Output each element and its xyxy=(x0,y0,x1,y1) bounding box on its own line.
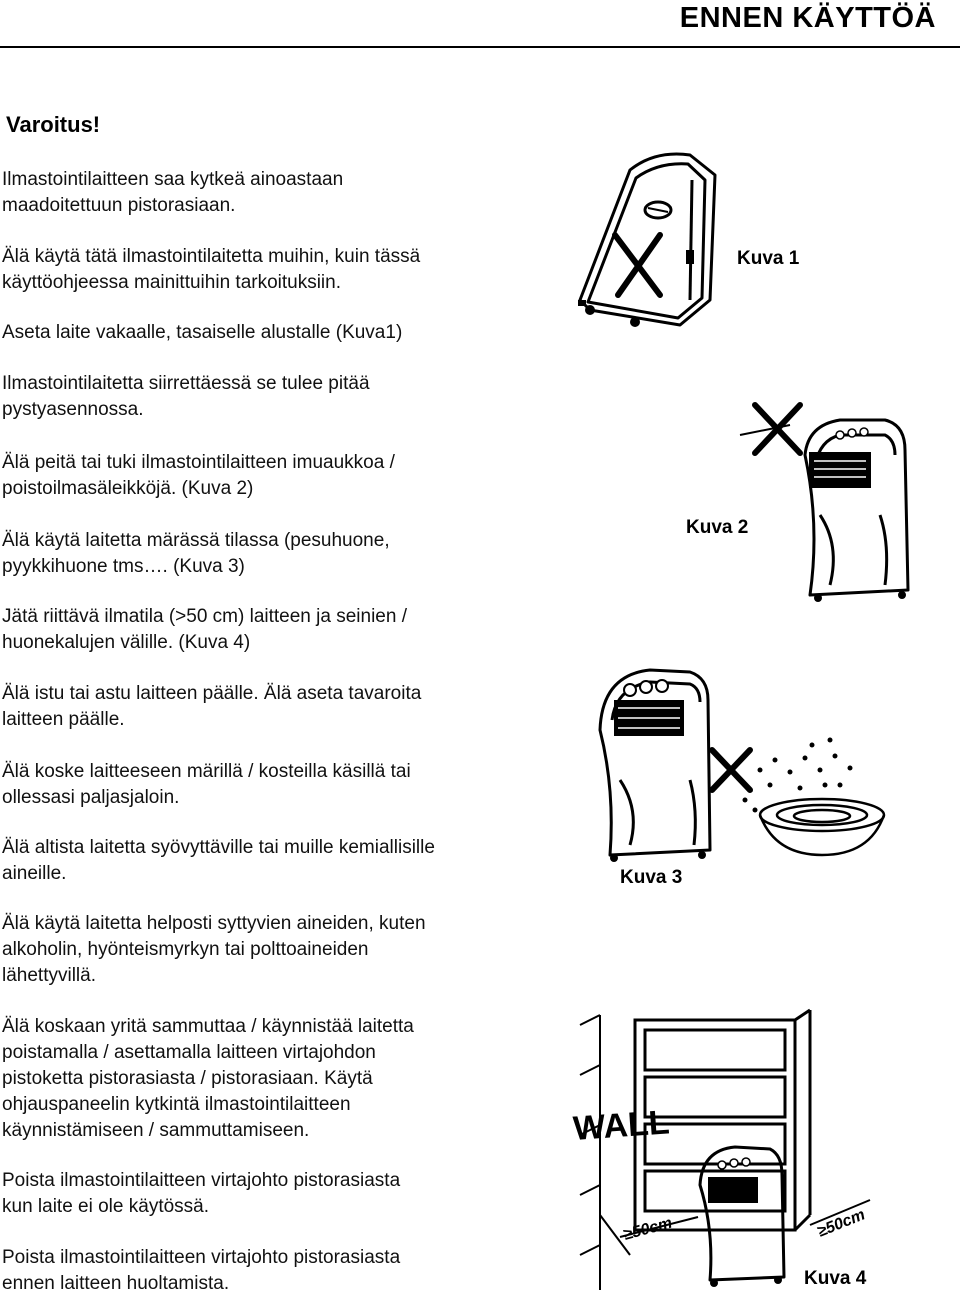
distance-left-label: ≥50cm xyxy=(621,1214,675,1244)
page-header-title: ENNEN KÄYTTÖÄ xyxy=(679,2,936,34)
paragraph-intended-use: Älä käytä tätä ilmastointilaitetta muihin, kuin tässä käyttöohjeessa mainittuihin tarkoituksiin. xyxy=(2,246,421,293)
paragraph-unplug-maintenance: Poista ilmastointilaitteen virtajohto pistorasiasta ennen laitteen huoltamista. xyxy=(2,1247,401,1294)
figure-label-kuva-4: Kuva 4 xyxy=(804,1268,867,1289)
clearance-illustration xyxy=(570,1015,890,1290)
figure-label-kuva-1: Kuva 1 xyxy=(737,248,800,269)
warning-title: Varoitus! xyxy=(6,112,101,137)
figure-label-kuva-2: Kuva 2 xyxy=(686,517,749,538)
figure-kuva-1 xyxy=(560,150,860,340)
paragraph-power-switch: Älä koskaan yritä sammuttaa / käynnistää laitetta poistamalla / asettamalla laitteen virtajohdon pistoketta pistorasiasta / pistorasiaan. Käytä ohjauspaneelin kytkintä ilmastointilaitteen käynnistämiseen / sammuttamiseen. xyxy=(2,1016,414,1141)
wall-text: WALL xyxy=(571,1103,671,1148)
air-conditioner-near-water-illustration xyxy=(590,660,890,860)
paragraph-unplug-unused: Poista ilmastointilaitteen virtajohto pistorasiasta kun laite ei ole käytössä. xyxy=(2,1170,401,1217)
paragraph-do-not-cover: Älä peitä tai tuki ilmastointilaitteen imuaukkoa / poistoilmasäleikköjä. (Kuva 2) xyxy=(2,452,395,499)
tilted-air-conditioner-illustration xyxy=(560,150,720,340)
distance-right-label: ≥50cm xyxy=(815,1206,868,1241)
figure-label-kuva-3: Kuva 3 xyxy=(620,867,683,888)
air-conditioner-blocked-illustration xyxy=(680,395,930,610)
paragraph-wet-hands: Älä koske laitteeseen märillä / kosteilla käsillä tai ollessasi paljasjaloin. xyxy=(2,761,411,808)
paragraph-stable-surface: Aseta laite vakaalle, tasaiselle alustalle (Kuva1) xyxy=(2,322,403,343)
figure-kuva-3 xyxy=(590,660,890,890)
figure-kuva-4 xyxy=(570,1015,890,1290)
paragraph-upright-transport: Ilmastointilaitetta siirrettäessä se tulee pitää pystyasennossa. xyxy=(2,373,370,420)
paragraph-flammables: Älä käytä laitetta helposti syttyvien aineiden, kuten alkoholin, hyönteismyrkyn tai polttoaineiden lähettyvillä. xyxy=(2,913,426,986)
figure-kuva-2 xyxy=(680,395,930,610)
paragraph-clearance: Jätä riittävä ilmatila (>50 cm) laitteen ja seinien / huonekalujen välille. (Kuva 4) xyxy=(2,606,407,653)
header-divider xyxy=(0,46,960,48)
paragraph-no-sitting: Älä istu tai astu laitteen päälle. Älä aseta tavaroita laitteen päälle. xyxy=(2,683,422,730)
paragraph-chemicals: Älä altista laitetta syövyttäville tai muille kemiallisille aineille. xyxy=(2,837,435,884)
paragraph-grounding: Ilmastointilaitteen saa kytkeä ainoastaan maadoitettuun pistorasiaan. xyxy=(2,169,344,216)
paragraph-wet-rooms: Älä käytä laitetta märässä tilassa (pesuhuone, pyykkihuone tms…. (Kuva 3) xyxy=(2,530,390,577)
